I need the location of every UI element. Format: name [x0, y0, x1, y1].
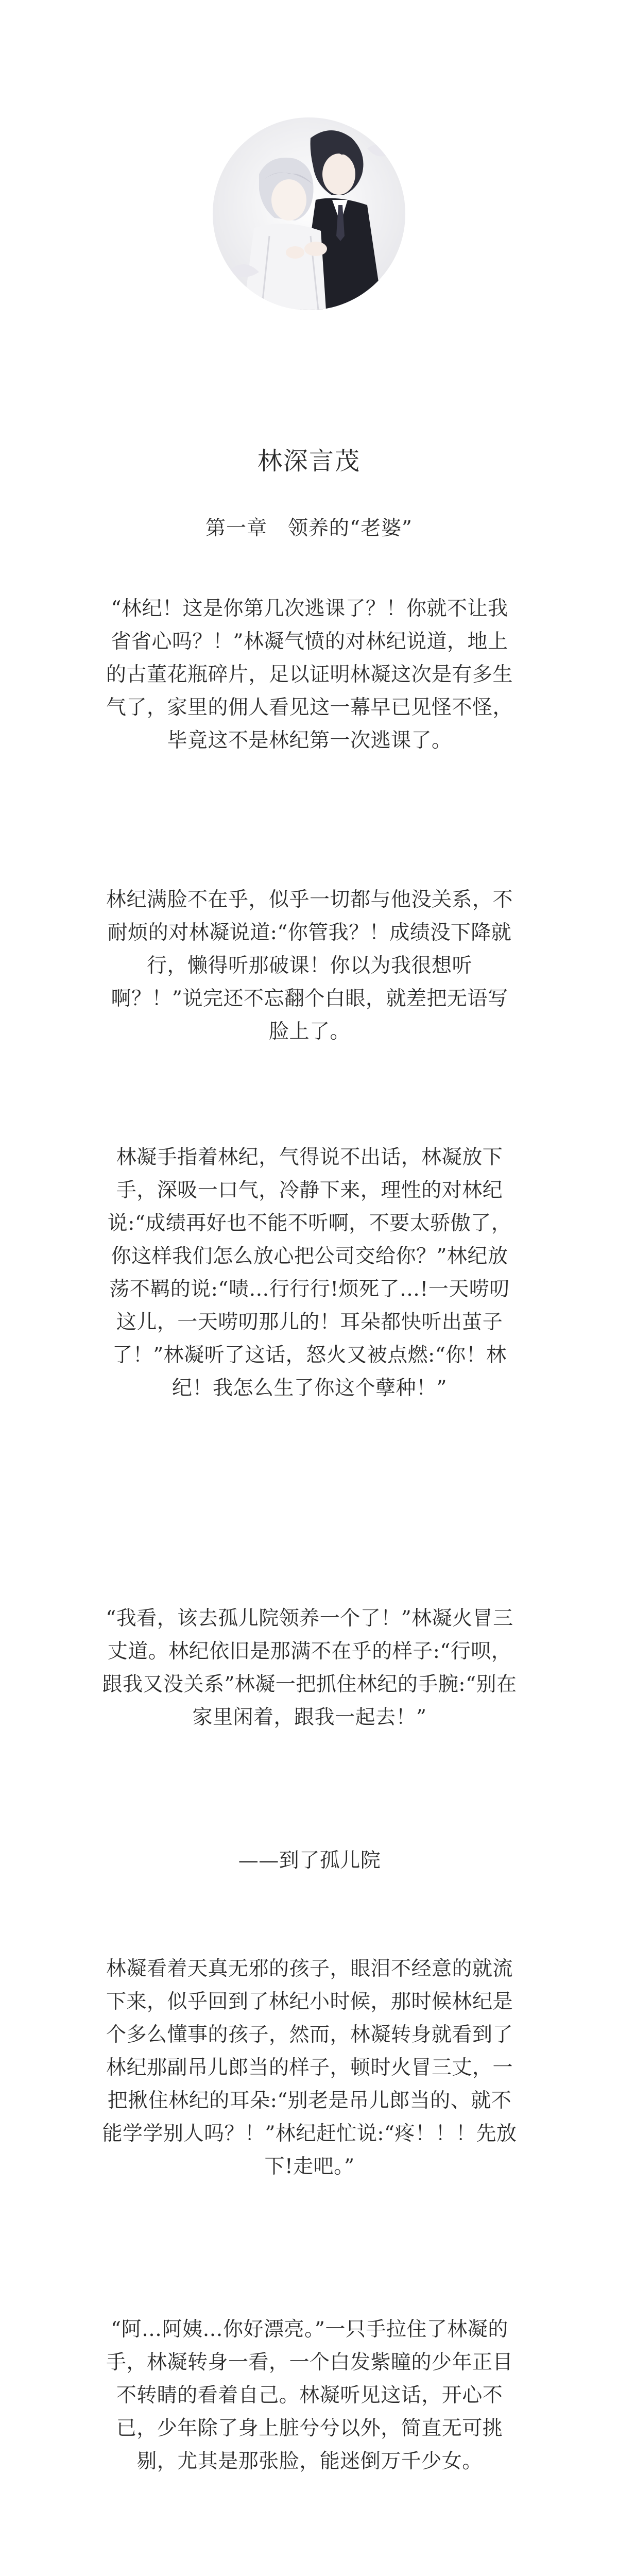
author-name: 林深言茂: [257, 447, 360, 476]
paragraph: “我看，该去孤儿院领养一个了！”林凝火冒三丈道。林纪依旧是那满不在乎的样子:“行呗，跟我又没关系”林凝一把抓住林纪的手腕:“别在家里闲着，跟我一起去！”: [102, 1607, 517, 1729]
paragraph: “阿…阿姨…你好漂亮。”一只手拉住了林凝的手，林凝转身一看，一个白发紫瞳的少年正目不转睛的看着自己。林凝听见这话，开心不已，少年除了身上脏兮兮以外，简直无可挑剔，尤其是那张脸，能迷倒万千少女。: [106, 2318, 513, 2473]
paragraph: 林纪满脸不在乎，似乎一切都与他没关系，不耐烦的对林凝说道:“你管我？！成绩没下降就行，懒得听那破课！你以为我很想听啊？！”说完还不忘翻个白眼，就差把无语写脸上了。: [106, 888, 513, 1043]
paragraph: 林凝看着天真无邪的孩子，眼泪不经意的就流下来，似乎回到了林纪小时候，那时候林纪是个多么懂事的孩子，然而，林凝转身就看到了林纪那副吊儿郎当的样子，顿时火冒三丈，一把揪住林纪的耳朵:“别老是吊儿郎当的、就不能学学别人吗？！”林纪赶忙说:“疼！！！先放下!走吧。”: [102, 1957, 517, 2178]
paragraph: “林纪！这是你第几次逃课了？！你就不让我省省心吗？！”林凝气愤的对林纪说道，地上的古董花瓶碎片，足以证明林凝这次是有多生气了，家里的佣人看见这一幕早已见怪不怪，毕竟这不是林纪第一次逃课了。: [106, 597, 513, 752]
chapter-title: 第一章 领养的“老婆”: [205, 517, 413, 540]
author-avatar: [213, 117, 405, 310]
section-divider: ——到了孤儿院: [238, 1849, 381, 1872]
paragraph: 林凝手指着林纪，气得说不出话，林凝放下手，深吸一口气，冷静下来，理性的对林纪说:“成绩再好也不能不听啊，不要太骄傲了，你这样我们怎么放心把公司交给你？”林纪放荡不羁的说:“啧…行行行!烦死了…!一天唠叨这儿，一天唠叨那儿的！耳朵都快听出茧子了！”林凝听了这话，怒火又被点燃:“你！林纪！我怎么生了你这个孽种！”: [107, 1146, 512, 1400]
